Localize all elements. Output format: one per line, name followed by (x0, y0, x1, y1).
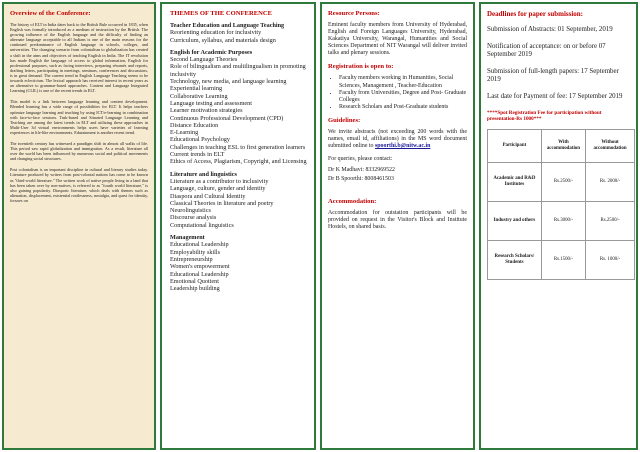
table-header-row (488, 129, 635, 162)
theme-section-title: Teacher Education and Language Teaching (170, 22, 285, 29)
theme-item: Reorienting education for inclusivity (170, 29, 262, 37)
theme-item: Learner motivation strategies (170, 107, 243, 115)
table-cell: Rs. 2000/- (586, 162, 635, 201)
theme-item: Ethics of Access, Plagiarism, Copyright, and Licensing (170, 158, 307, 166)
table-cell: Industry and others (488, 201, 542, 240)
fee-table (487, 129, 635, 280)
deadlines-panel (479, 2, 638, 450)
themes-list (170, 22, 308, 292)
column-header: Without accommodation (586, 129, 635, 162)
queries-text: For queries, please contact: (328, 156, 393, 163)
theme-item: Technology, new media, and language learning (170, 78, 287, 86)
theme-item: Language, culture, gender and identity (170, 185, 266, 193)
spot-registration-note: ****Spot Registration Fee for participation without presentation-Rs 1000*** (487, 109, 602, 123)
registration-heading: Registration is open to: (328, 63, 394, 71)
theme-item: Diaspora and Cultural Identity (170, 192, 246, 200)
list-item: • Faculty from Universities, Degree and Post- Graduate Colleges (339, 90, 467, 104)
theme-item: Educational Psychology (170, 136, 230, 144)
guidelines-body: We invite abstracts (not exceeding 200 words with the names, email id, affiliations) in the MS word document submitted online to (328, 128, 467, 150)
table-row (488, 240, 635, 279)
overview-paragraph: The twentieth century has witnessed a paradigm shift in almost all walks of life. This period saw rapid globalization and immigration. As a result, literature all over the world has been influenced by numerous social and political movements and changing social structures. (10, 140, 148, 162)
theme-section-title: Literature and linguistics (170, 170, 237, 178)
overview-paragraph: The history of ELT in India dates back to the British Rule occurred in 1835, when English was formally introduced as a medium of instruction by the British. The growing influence of the English language and the difficulty of finding an alternate language acceptable to all Indians is one of the main reasons for the continued predominance of English language in schools, colleges, and universities. The changing scenario from colonialism to globalization has created a shift in the aims and objectives of teaching English in India. The IT revolution has made English the language of access to global information, English for professional purposes, such as facing interviews, preparing résumés and reports, drafting letters, participating in meetings, seminars, conferences and discussions, is in great demand. The current trend in English Language Teaching seems to be towards eclecticism. The lexical approach has received interest in recent years as an alternative to grammar-based approaches. Content and Language Integrated Learning (CLIL) is one of the recent trends in ELT. (10, 22, 148, 94)
table-cell: Academic and R&D Institutes (488, 162, 542, 201)
theme-item: Language testing and assessment (170, 99, 252, 107)
registration-list (328, 75, 467, 110)
table-cell: Research Scholars/ Students (488, 240, 542, 279)
theme-item: Women's empowerment (170, 263, 230, 271)
list-item: • Faculty members working in Humanities, Social Sciences, Management , Teacher-Education (339, 75, 467, 89)
table-cell: Rs.3000/- (541, 201, 585, 240)
table-row (488, 201, 635, 240)
theme-item: Current trends in ELT (170, 151, 225, 159)
accommodation-heading: Accommodation: (328, 197, 377, 205)
theme-item: Computational linguistics (170, 221, 234, 229)
theme-item: Emotional Quotient (170, 277, 219, 285)
theme-item: Classical Theories in literature and poetry (170, 199, 274, 207)
deadline-notification: Notification of acceptance: on or before 07 September 2019 (487, 42, 606, 59)
table-cell: Rs.1500/- (541, 240, 585, 279)
deadlines-heading: Deadlines for paper submission: (487, 10, 584, 18)
theme-item: Challenges in teaching ESL to first generation learners (170, 143, 306, 151)
theme-item: Second Language Theories (170, 56, 238, 64)
overview-paragraph: This model is a link between language learning and content development. Blended learning has a wide range of possibilities for ELT. It helps teachers optimize language learning and teaching by using ICT/e-learning in combination with face-to-face sessions. Task-based and Situated Language Learning and Teaching are among the latest trends in ELT and utilizing these approaches in Multi-User 3d virtual environments helps users have varieties of learning experiences in life-like environments. Edutainment is another recent trend. (10, 99, 148, 135)
resource-text: Eminent faculty members from University of Hyderabad, English and Foreign Languages University, Hyderabad, Kakatiya University, Warangal, Humanities and Social Sciences Department of NIT Warangal will deliver invited talks and plenary sessions. (328, 22, 467, 57)
table-cell: Rs.2500/- (586, 201, 635, 240)
theme-item: E-Learning (170, 129, 199, 137)
theme-item: Role of bilingualism and multilingualism in promoting inclusivity (170, 63, 306, 78)
list-item: • Research Scholars and Post-Graduate students (339, 104, 467, 111)
overview-paragraph: Post colonialism is an important discipline in cultural and literary studies today. Literature produced by writers from post-colonial nations has come to be known as "third-world literature." The written work of native people living in a land that has been taken over by non-natives, is referred to as "fourth world literature," is also gaining popularity. Diasporic literature, which deals with themes such as alienation, displacement, existential rootlessness, nostalgia, and quest for identity, focuses on (10, 167, 148, 203)
overview-heading: Overview of the Conference: (10, 10, 91, 17)
theme-item: Distance Education (170, 121, 219, 129)
guidelines-heading: Guidelines: (328, 116, 361, 124)
theme-item: Continuous Professional Development (CPD) (170, 114, 284, 122)
theme-section-title: Management (170, 234, 205, 242)
table-cell: Rs.2500/- (541, 162, 585, 201)
guidelines-text (328, 129, 467, 150)
table-cell: Rs. 1000/- (586, 240, 635, 279)
theme-item: Neurolinguistics (170, 207, 211, 215)
theme-item: Employability skills (170, 248, 221, 256)
deadline-abstracts: Submission of Abstracts: 01 September, 2019 (487, 26, 613, 33)
theme-item: Collaborative Learning (170, 92, 228, 100)
contact-madhavi: Dr K Madhavi: 8332969522 (328, 167, 395, 174)
overview-panel (2, 2, 156, 450)
themes-panel (160, 2, 316, 450)
submission-email-link[interactable]: spoorthi.b@nitw.ac.in (374, 143, 431, 150)
theme-item: Literature as a contributor to inclusivity (170, 177, 269, 185)
theme-item: Leadership building (170, 285, 220, 293)
theme-item: Educational Leadership (170, 270, 229, 278)
column-header: Participant (488, 129, 542, 162)
deadline-full-papers: Submission of full-length papers: 17 September 2019 (487, 67, 619, 84)
column-header: With accommodation (541, 129, 585, 162)
resource-heading: Resource Persons: (328, 10, 380, 17)
themes-heading: THEMES OF THE CONFERENCE (170, 10, 273, 17)
table-row (488, 162, 635, 201)
theme-item: Experiential learning (170, 85, 223, 93)
theme-item: Educational Leadership (170, 241, 229, 249)
theme-item: Curriculum, syllabus, and materials design (170, 36, 276, 44)
deadline-payment: Last date for Payment of fee: 17 September 2019 (487, 92, 623, 100)
theme-item: Discourse analysis (170, 214, 217, 222)
theme-item: Entrepreneurship (170, 255, 213, 263)
info-panel (320, 2, 475, 450)
contact-spoorthi: Dr B Spoorthi: 8008461503 (328, 176, 394, 183)
accommodation-text: Accommodation for outstation participants will be provided on request in the Visitor's Block and Institute Hostels, on shared basis. (328, 209, 467, 230)
theme-section-title: English for Academic Purposes (170, 48, 253, 56)
